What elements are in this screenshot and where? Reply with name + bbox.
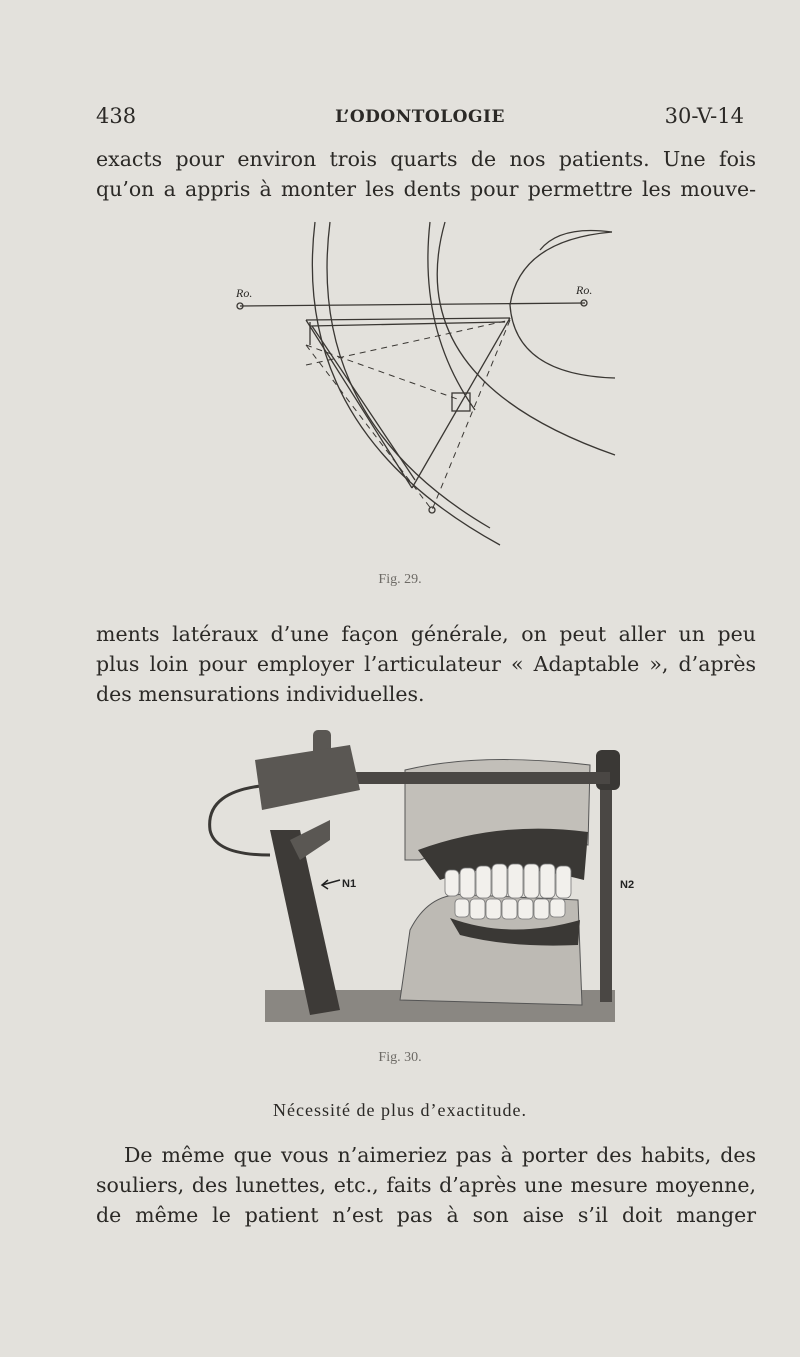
label-n2: N2 [620,879,635,891]
label-n1: N1 [342,878,357,890]
right-post [600,770,612,1002]
label-right: Ro. [576,283,593,297]
running-header [96,104,744,134]
text-line: qu’on a appris à monter les dents pour permettre les mouve- [96,177,756,201]
paragraph-1 [96,144,756,204]
middle-arc [437,222,615,455]
text-line: exacts pour environ trois quarts de nos patients. Une fois [96,147,756,171]
text-line: plus loin pour employer l’articulateur « Adaptable », d’après [96,652,756,676]
label-left: Ro. [236,286,253,300]
text-line: de même le patient n’est pas à son aise s’il doit manger [96,1203,756,1227]
section-heading: Nécessité de plus d’exactitude. [273,1100,527,1120]
figure-29-caption: Fig. 29. [378,572,422,587]
paragraph-3 [96,1140,756,1230]
paragraph-2 [96,619,756,709]
teeth-row [445,864,571,919]
upper-left-arm [255,745,360,810]
text-line: De même que vous n’aimeriez pas à porter des habits, des [124,1143,756,1167]
middle-arc-2 [428,222,475,410]
text-line: ments latéraux d’une façon générale, on peut aller un peu [96,622,756,646]
issue-date: 30-V-14 [664,104,744,128]
text-line: des mensurations individuelles. [96,682,425,706]
left-vertical-bar [270,830,340,1015]
figure-29-diagram [220,215,630,555]
page-number: 438 [96,104,137,128]
right-circle-arc [510,232,615,378]
text-line: souliers, des lunettes, etc., faits d’après une mesure moyenne, [96,1173,756,1197]
figure-30-articulator-photo [200,725,635,1030]
horizontal-axis-line [240,303,585,306]
journal-title: L’ODONTOLOGIE [335,107,505,127]
bottom-point-marker [429,507,435,513]
figure-30-caption: Fig. 30. [378,1050,422,1065]
